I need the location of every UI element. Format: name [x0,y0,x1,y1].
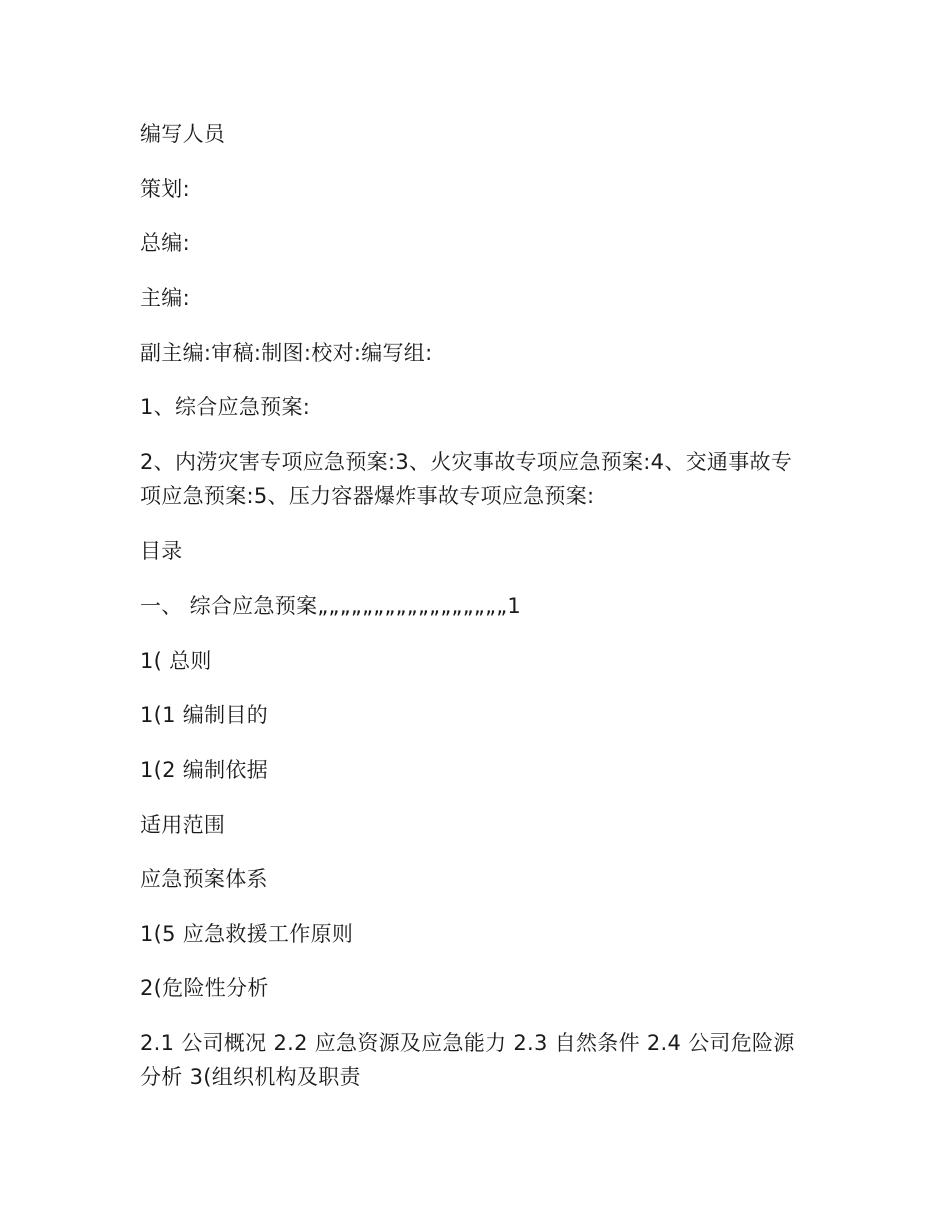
toc-entry-general: 1( 总则 [140,649,212,673]
toc-entry-principles: 1(5 应急救援工作原则 [140,922,354,946]
staff-roles-line: 副主编:审稿:制图:校对:编写组: [140,341,433,365]
section-heading-writers: 编写人员 [140,122,226,146]
plan-list-item-1: 1、综合应急预案: [140,395,311,419]
toc-entry-hazard-analysis: 2(危险性分析 [140,976,269,1000]
plan-list-items-2-5: 2、内涝灾害专项应急预案:3、火灾事故专项应急预案:4、交通事故专项应急预案:5、压力容器爆炸事故专项应急预案: [140,450,793,508]
toc-entry-scope: 适用范围 [140,813,226,837]
editor-label: 主编: [140,286,190,310]
toc-entry-comprehensive-plan: 一、 综合应急预案„„„„„„„„„„„„„„„„„1 [140,594,522,618]
planning-label: 策划: [140,177,190,201]
chief-editor-label: 总编: [140,231,190,255]
toc-entry-subsections: 2.1 公司概况 2.2 应急资源及应急能力 2.3 自然条件 2.4 公司危险源分析 3(组织机构及职责 [140,1031,795,1089]
toc-entry-plan-system: 应急预案体系 [140,867,268,891]
toc-entry-purpose: 1(1 编制目的 [140,703,268,727]
toc-heading: 目录 [140,539,183,563]
toc-entry-basis: 1(2 编制依据 [140,758,268,782]
